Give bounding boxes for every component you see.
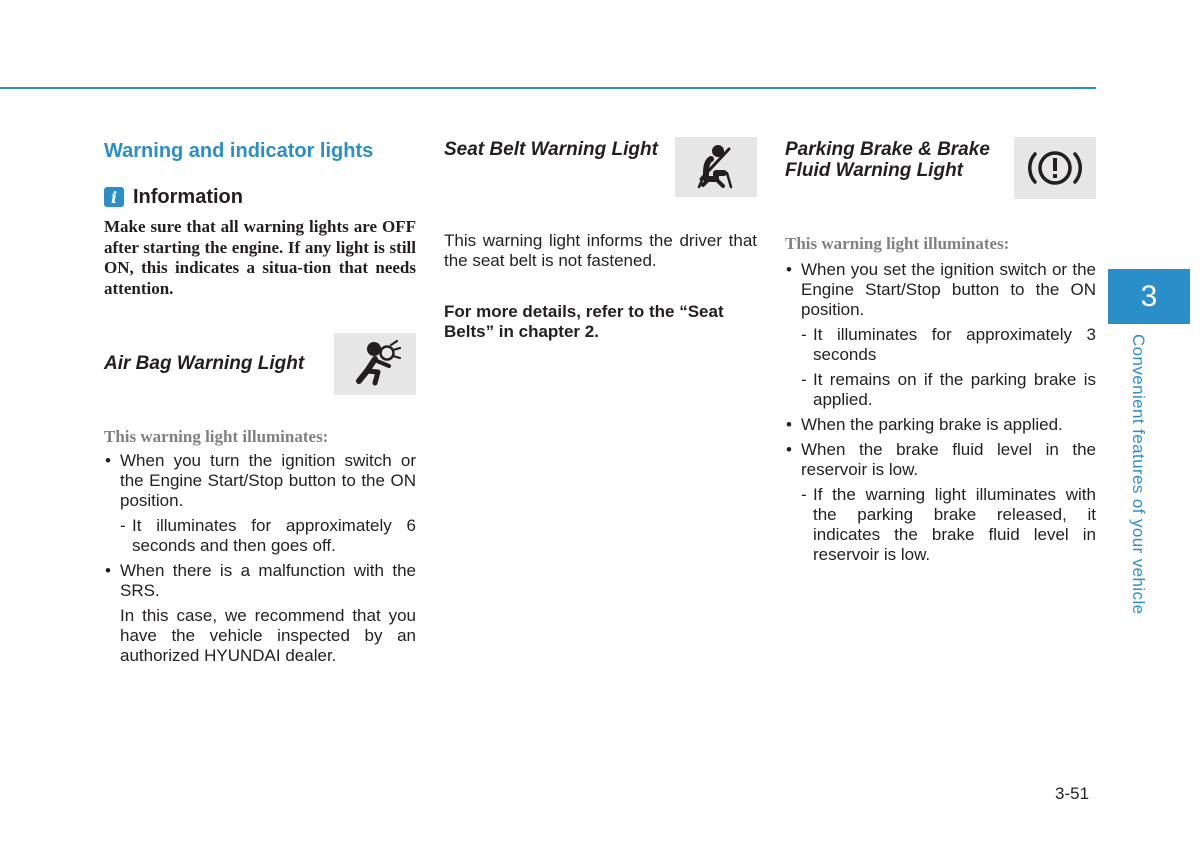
recommendation-note: In this case, we recommend that you have the vehicle inspected by an authorized HYUNDAI dealer. bbox=[120, 606, 416, 665]
sub-item: - If the warning light illuminates with the parking brake released, it indicates the brake fluid level in reservoir is low. bbox=[801, 485, 1096, 564]
page-number: 3-51 bbox=[1055, 784, 1090, 803]
airbag-illuminates-heading: This warning light illuminates: bbox=[104, 427, 329, 446]
top-rule bbox=[0, 87, 1096, 89]
list-item: • When the brake fluid level in the reservoir is low. - If the warning light illuminates with the parking brake released, it indicates the brake fluid level in reservoir is low. bbox=[785, 440, 1096, 565]
brake-title: Parking Brake & Brake Fluid Warning Light bbox=[785, 139, 990, 181]
information-title: Information bbox=[133, 186, 243, 208]
seatbelt-warning-icon bbox=[675, 137, 757, 197]
list-item: • When there is a malfunction with the SRS. In this case, we recommend that you have the vehicle inspected by an authorized HYUNDAI dealer. bbox=[104, 561, 416, 666]
seatbelt-more-details: For more details, refer to the “Seat Belts” in chapter 2. bbox=[444, 302, 724, 341]
seatbelt-description: This warning light informs the driver that the seat belt is not fastened. bbox=[444, 231, 757, 270]
column-2 bbox=[444, 137, 757, 342]
airbag-heading-row bbox=[104, 333, 416, 395]
chapter-side-label: Convenient features of your vehicle bbox=[1129, 334, 1148, 615]
brake-illuminates-heading: This warning light illuminates: bbox=[785, 234, 1010, 253]
brake-warning-icon bbox=[1014, 137, 1096, 199]
list-item: • When you turn the ignition switch or the Engine Start/Stop button to the ON position. - It illuminates for approximately 6 seconds and then goes off. bbox=[104, 451, 416, 556]
info-icon: i bbox=[104, 187, 124, 207]
column-3 bbox=[785, 137, 1096, 570]
information-header bbox=[104, 185, 416, 209]
column-1 bbox=[104, 137, 416, 671]
seatbelt-title: Seat Belt Warning Light bbox=[444, 139, 658, 160]
airbag-warning-icon bbox=[334, 333, 416, 395]
airbag-bullet-list bbox=[104, 451, 416, 666]
sub-item: - It remains on if the parking brake is applied. bbox=[801, 370, 1096, 409]
list-item: • When the parking brake is applied. bbox=[785, 415, 1096, 435]
section-title: Warning and indicator lights bbox=[104, 140, 374, 162]
information-body: Make sure that all warning lights are OFF after starting the engine. If any light is still ON, this indicates a situa-tion that needs attention. bbox=[104, 217, 416, 298]
brake-heading-row bbox=[785, 137, 1096, 199]
brake-bullet-list bbox=[785, 260, 1096, 565]
airbag-title: Air Bag Warning Light bbox=[104, 353, 305, 374]
chapter-tab: 3 bbox=[1108, 269, 1190, 324]
list-item: • When you set the ignition switch or the Engine Start/Stop button to the ON position. - It illuminates for approximately 3 seconds - It remains on if the parking brake is applied. bbox=[785, 260, 1096, 410]
sub-item: - It illuminates for approximately 3 seconds bbox=[801, 325, 1096, 364]
sub-item: - It illuminates for approximately 6 seconds and then goes off. bbox=[120, 516, 416, 555]
seatbelt-heading-row bbox=[444, 137, 757, 197]
